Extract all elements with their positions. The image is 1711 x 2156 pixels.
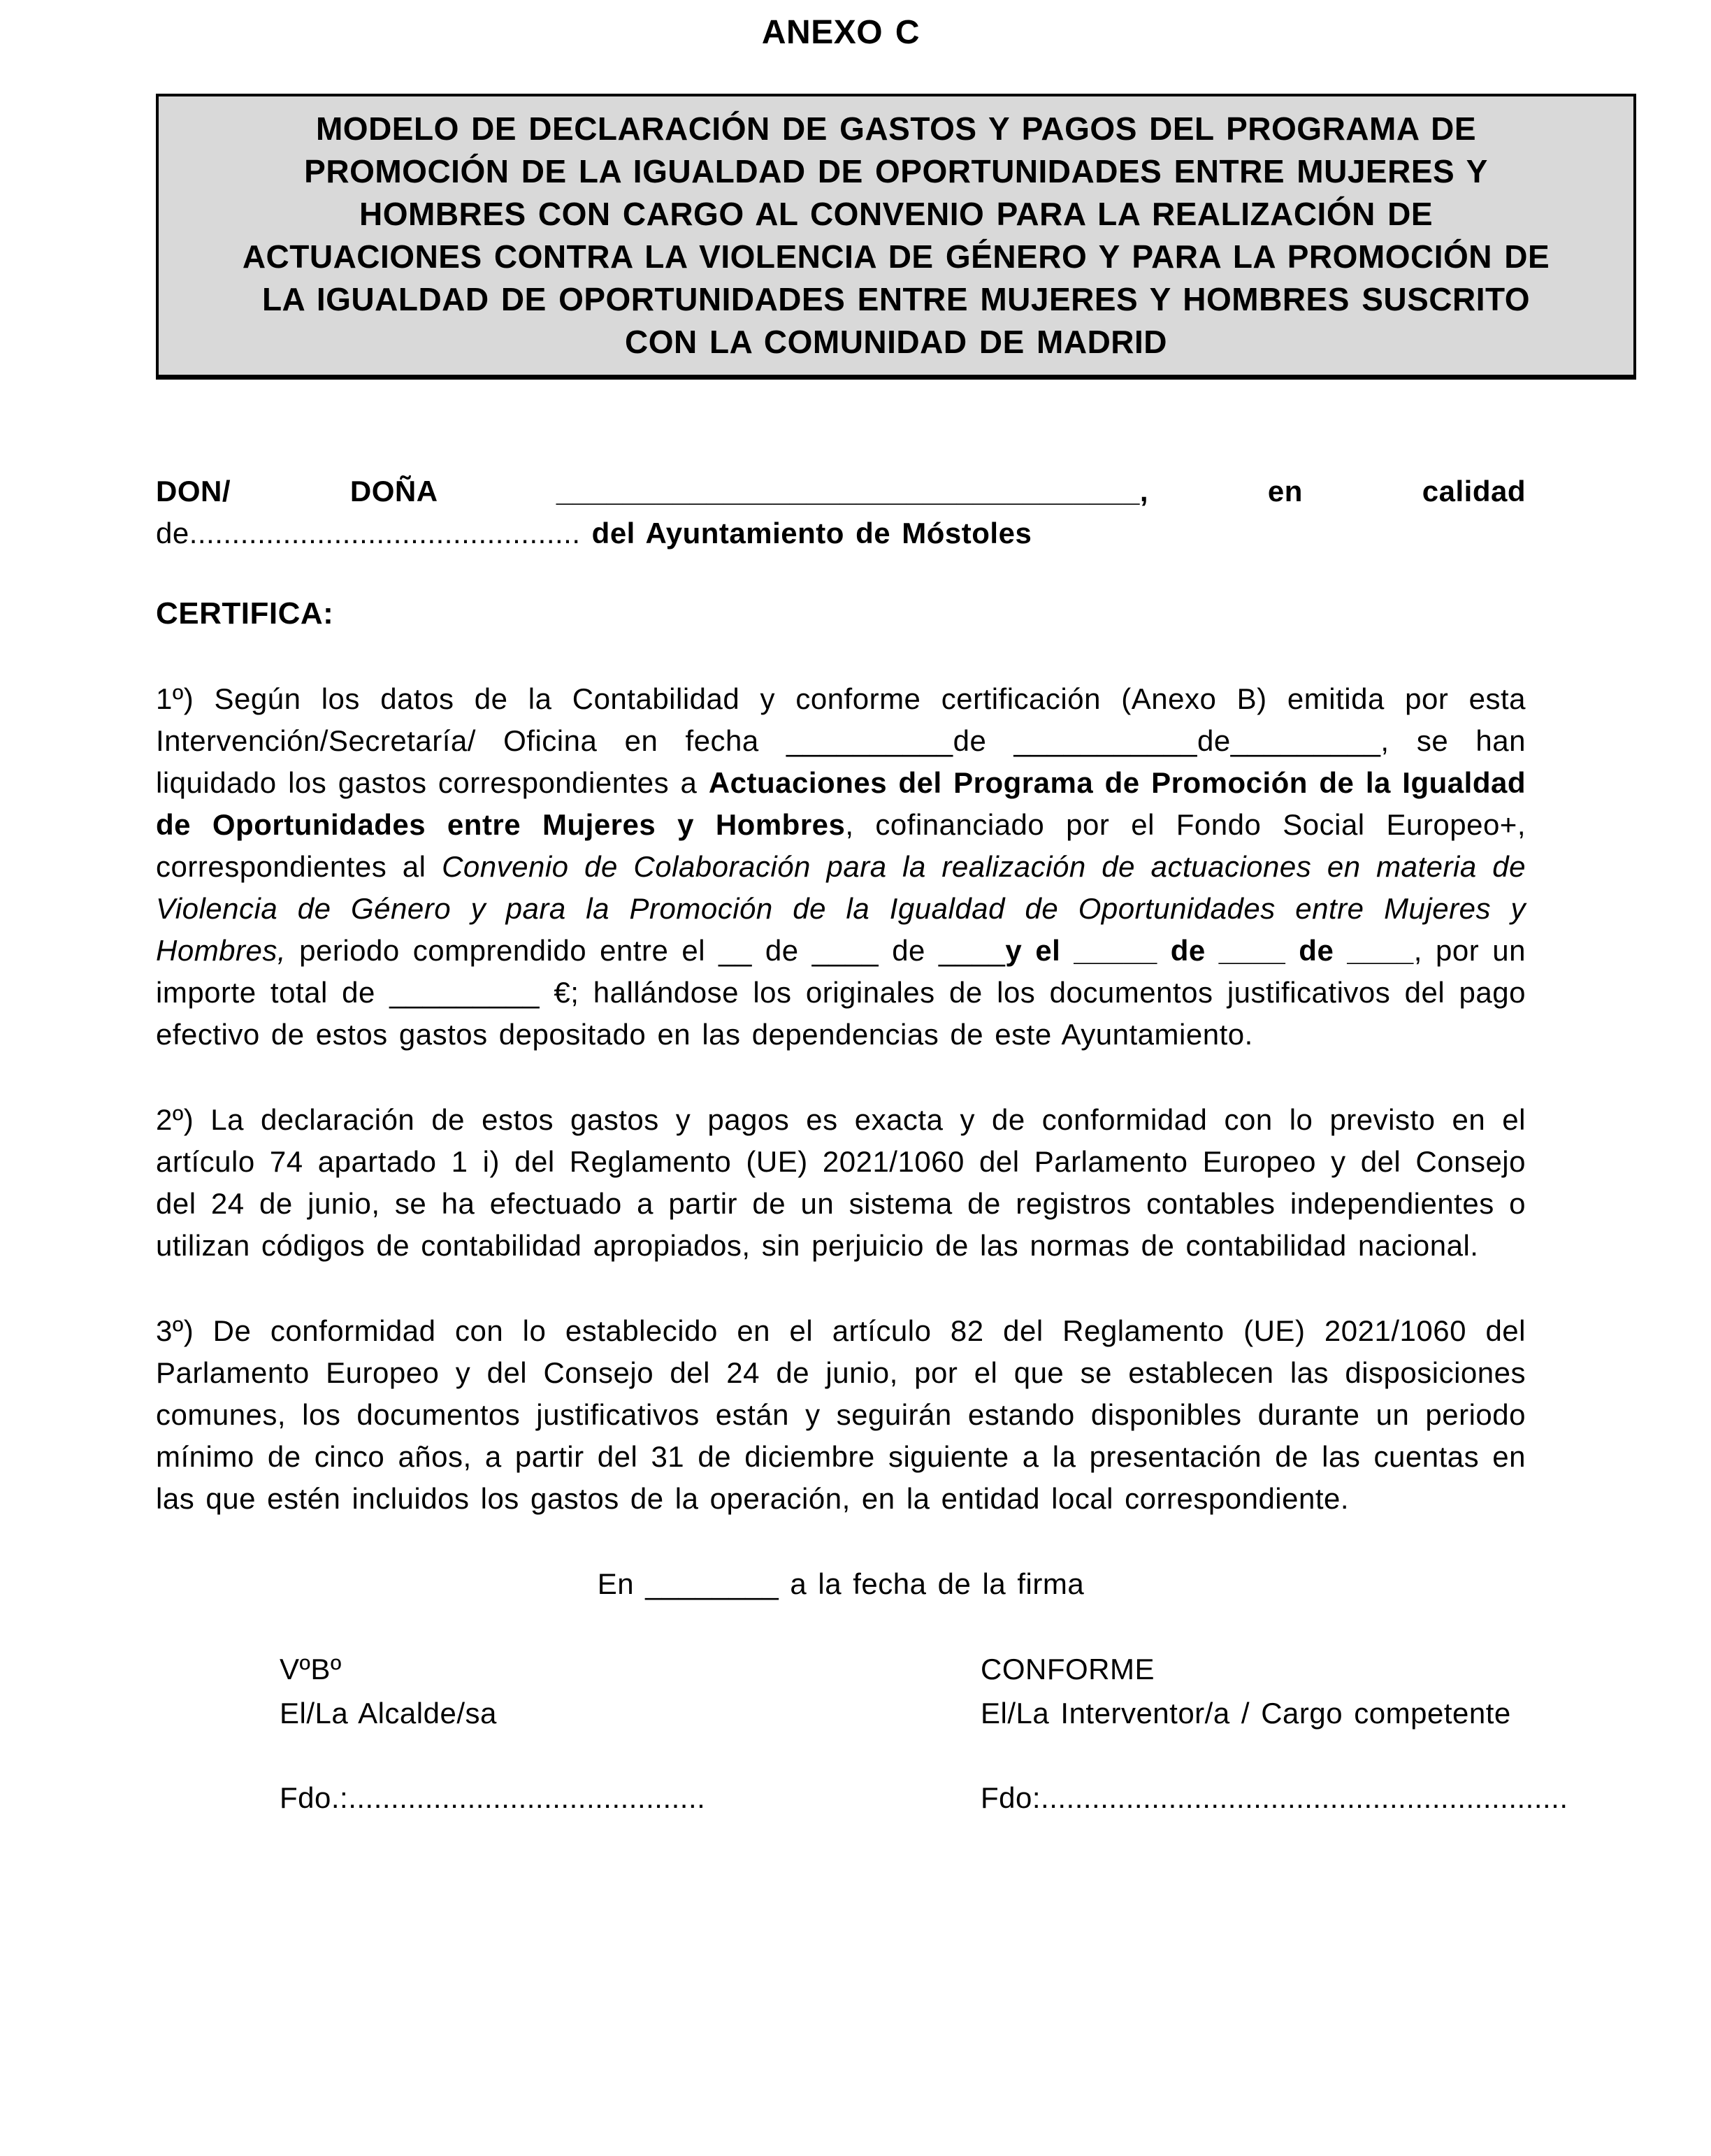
paragraph-1-amount-text: , por un importe total de _________ €; hallándose los originales de los documentos justificativos del pago efectivo de estos gastos depositado en las dependencias de este Ayuntamiento.	[156, 934, 1526, 1051]
paragraph-1-text: 1º) Según los datos de la Contabilidad y conforme certificación (Anexo B) emitida por esta Intervención/Secretaría/ Oficina en fecha __________de ___________de_________, se han liquidado los gastos correspondientes a	[156, 682, 1526, 799]
role-blank: de..............................................	[156, 517, 581, 549]
paragraph-3-text: 3º) De conformidad con lo establecido en el artículo 82 del Reglamento (UE) 2021/1060 del Parlamento Europeo y del Consejo del 24 de junio, por el que se establecen las disposiciones comunes, los documentos justificativos están y seguirán estando disponibles durante un periodo mínimo de cinco años, a partir del 31 de diciembre siguiente a la presentación de las cuentas en las que estén incluidos los gastos de la operación, en la entidad local correspondiente.	[156, 1314, 1526, 1515]
signature-block	[156, 1647, 1568, 1820]
title-box-line-2: PROMOCIÓN DE LA IGUALDAD DE OPORTUNIDADES ENTRE MUJERES Y	[304, 153, 1488, 189]
title-box-line-5: LA IGUALDAD DE OPORTUNIDADES ENTRE MUJERES Y HOMBRES SUSCRITO	[261, 281, 1531, 317]
paragraph-3	[156, 1310, 1526, 1520]
title-box-line-6: CON LA COMUNIDAD DE MADRID	[624, 324, 1168, 360]
paragraph-1-period-blanks: periodo comprendido entre el __ de ____ de ____	[286, 934, 1006, 967]
place-date-line: En ________ a la fecha de la firma	[597, 1567, 1085, 1600]
paragraph-2	[156, 1099, 1526, 1267]
don-dona-label: DON/ DOÑA	[156, 475, 437, 508]
title-box-line-3: HOMBRES CON CARGO AL CONVENIO PARA LA REALIZACIÓN DE	[359, 196, 1433, 232]
vobo-label: VºBº	[280, 1653, 342, 1686]
declarant-line-2	[156, 512, 1526, 554]
paragraph-2-text: 2º) La declaración de estos gastos y pagos es exacta y de conformidad con lo previsto en el artículo 74 apartado 1 i) del Reglamento (UE) 2021/1060 del Parlamento Europeo y del Consejo del 24 de junio, se ha efectuado a partir de un sistema de registros contables independientes o utilizan códigos de contabilidad apropiados, sin perjuicio de las normas de contabilidad nacional.	[156, 1103, 1526, 1262]
document-title: ANEXO C	[761, 14, 921, 51]
declarant-section	[156, 470, 1526, 554]
declarant-line-1	[156, 470, 1526, 512]
fdo-left-line: Fdo.:..........................................	[280, 1781, 706, 1814]
signature-right	[981, 1647, 1568, 1820]
paragraph-1-italic-convenio: Convenio de Colaboración para la realización de actuaciones en materia de Violencia de Género y para la Promoción de la Igualdad de Oportunidades entre Mujeres y Hombres,	[156, 850, 1526, 967]
ayuntamiento-label: del Ayuntamiento de Móstoles	[591, 517, 1032, 549]
title-box	[156, 94, 1636, 380]
en-calidad-label: en calidad	[1267, 475, 1526, 508]
title-box-line-4: ACTUACIONES CONTRA LA VIOLENCIA DE GÉNERO Y PARA LA PROMOCIÓN DE	[242, 238, 1550, 275]
conforme-label: CONFORME	[981, 1653, 1155, 1686]
interventor-role-label: El/La Interventor/a / Cargo competente	[981, 1697, 1511, 1730]
signature-left	[280, 1647, 981, 1820]
certifica-heading: CERTIFICA:	[156, 596, 334, 631]
alcalde-role-label: El/La Alcalde/sa	[280, 1697, 497, 1730]
paragraph-1-bold-blanks: y el _____ de ____ de ____	[1005, 934, 1414, 967]
paragraph-1-bold-program: Actuaciones del Programa de Promoción de la Igualdad de Oportunidades entre Mujeres y Hombres	[156, 766, 1526, 841]
name-blank: ___________________________________,	[556, 475, 1149, 508]
paragraph-1	[156, 678, 1526, 1056]
fdo-right-line: Fdo:..............................................................	[981, 1781, 1568, 1814]
paragraph-1-text: , cofinanciado por el Fondo Social Europeo+, correspondientes al	[156, 808, 1526, 883]
title-box-line-1: MODELO DE DECLARACIÓN DE GASTOS Y PAGOS DEL PROGRAMA DE	[315, 110, 1477, 147]
